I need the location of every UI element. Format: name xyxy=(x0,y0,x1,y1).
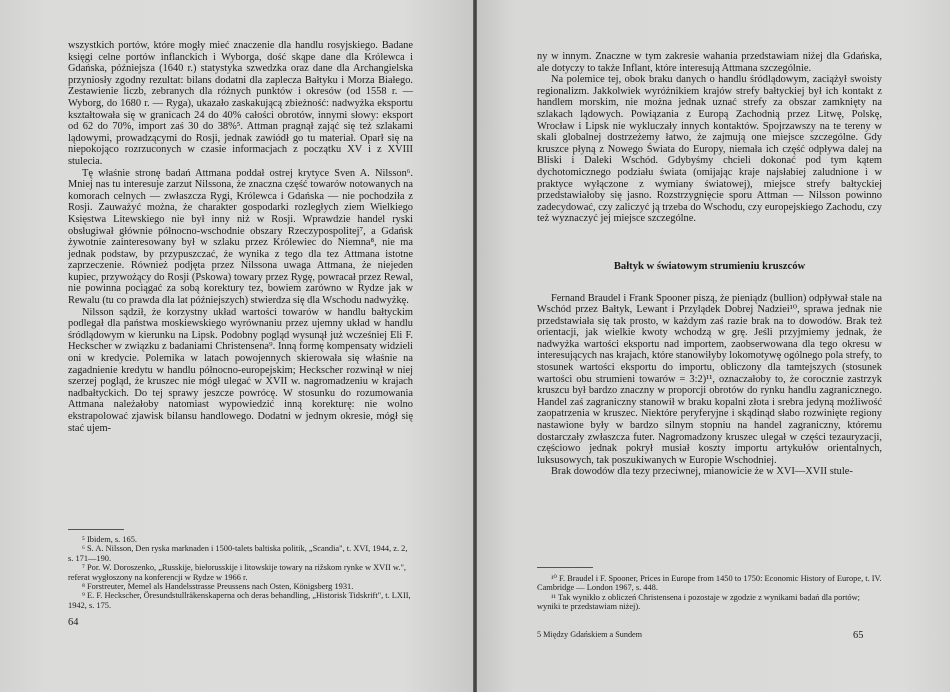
paragraph: ny w innym. Znaczne w tym zakresie wahania przedstawiam niżej dla Gdańska, ale dotyczy to także Inflant, które interesują Attmana szczególnie. xyxy=(537,51,882,74)
footnote: ¹⁰ F. Braudel i F. Spooner, Prices in Europe from 1450 to 1750: Economic History of Europe, t. IV. Cambridge — London 1967, s. 448. xyxy=(537,574,882,593)
page-number: 65 xyxy=(853,630,864,641)
footnote: ¹¹ Tak wynikło z obliczeń Christensena i pozostaje w zgodzie z wynikami badań dla portów; wyniki te przedstawiam niżej). xyxy=(537,592,860,612)
paragraph: Fernand Braudel i Frank Spooner piszą, że pieniądz (bullion) odpływał stale na Wschód przez Bałtyk, Lewant i Przylądek Dobrej Nadziei¹⁰, sprawa jednak nie przedstawiała się tak prosto, w każdym zaś razie brak na to dowodów. Brak też orientacji, jak wielkie kwoty wchodzą w grę. Jeśli przyjmiemy jednak, że nadwyżka wartości eksportu nad importem, zaobserwowana dla tego okresu w interesujących nas krajach, które stanowiłyby lokomotywę ogólnego pola strefy, to stosunek wartości eksportu do importu, obliczony dla tamtejszych (stosunek wartości obu strumieni towarów = 3:2)¹¹, oznaczałoby to, że corocznie zastrzyk kruszcu był bardzo znaczny w proporcji obrotów do rynku handlu zagranicznego. Handel zaś zagraniczny stanowił w braku kopalni złota i srebra jedyną możliwość zaopatrzenia w kruszec. Niektóre peryferyjne i skądinąd słabo rozwinięte regiony nastawione były w bardzo silnym stopniu na handel zagraniczny, któremu dostarczały zwłaszcza futer. Nagromadzony kruszec ulegał w części tezauryzacji, częściowo jednak pokrył musiał koszty importu artykułów orientalnych, luksusowych, tak poszukiwanych w Europie Wschodniej. xyxy=(537,292,882,466)
left-page xyxy=(0,0,473,692)
paragraph: Na polemice tej, obok braku danych o handlu śródlądowym, zaciążył swoisty regionalizm. Jakkolwiek wyróżnikiem krajów strefy bałtyckiej był ich kontakt z handlem morskim, nie można jednak uznać strefy za obszar zamknięty na szlakach lądowych. Powiązania z Europą Zachodnią przez Litwę, Polskę, Wrocław i Lipsk nie wykluczały innych kontaktów. Spojrzawszy na te tereny w skali globalnej dostrzeżemy łatwo, że zajmują one miejsce szczególne. Gdy kruszce płyną z Nowego Świata do Europy, niemała ich część odpływa dalej na Bliski i Daleki Wschód. Gdybyśmy chcieli dokonać pod tym kątem dychotomicznego podziału świata (omijając kraje najsłabiej zaludnione i w praktyce wyłączone z wymiany światowej), miejsce strefy bałtyckiej przedstawiałoby się jasno. Rozstrzygnięcie sporu Attman — Nilsson powinno zadecydować, czy zaliczyć ją trzeba do Wschodu, czy europejskiego Zachodu, czy też wyznaczyć jej miejsce szczególne. xyxy=(537,74,882,225)
footnote: ⁵ Ibidem, s. 165. xyxy=(82,535,138,544)
paragraph: Brak dowodów dla tezy przeciwnej, mianowicie że w XVI—XVII stule- xyxy=(551,466,853,478)
left-body-text xyxy=(68,40,413,434)
footnote: ⁷ Por. W. Doroszenko, „Russkije, biełorusskije i litowskije towary na rižskom rynke w XVII w.", referat wygłoszony na konferencji w Rydze w 1966 r. xyxy=(68,563,407,582)
page-number: 64 xyxy=(68,617,79,628)
right-page xyxy=(477,0,950,692)
left-footnotes xyxy=(68,535,413,610)
paragraph: wszystkich portów, które mogły mieć znaczenie dla handlu rosyjskiego. Badane księgi celne portów inflanckich i Wyborga, dość skąpe dane dla Królewca i Gdańska, późniejsza (1640 r.) statystyka szwedzka oraz dane dla Archangielska przyniosły zgodny rezultat: bilans dodatni dla zaplecza Bałtyku i Morza Białego. Zestawienie liczb, zebranych dla różnych punktów i okresów (od 1558 r. — Wyborg, do 1680 r. — Ryga), ukazało zaskakującą zbieżność: nadwyżka eksportu kształtowała się w granicach 24 do 40% całości obrotów, innymi słowy: eksport od 62 do 70%, import zaś 30 do 38%⁵. Attman pragnął zająć się też szlakami lądowymi, prowadzącymi do Rosji, jednak zawiódł go tu materiał. Oparł się na niepokojąco rozrzuconych w czasie informacjach z początku XV i z XVIII stulecia. xyxy=(68,40,413,167)
printer-signature: 5 Między Gdańskiem a Sundem xyxy=(537,630,643,639)
footnote: ⁶ S. A. Nilsson, Den ryska marknaden i 1500-talets baltiska politik, „Scandia", t. XVI, 1944, z. 2, s. 171—190. xyxy=(68,544,408,563)
footnote-rule xyxy=(537,567,593,568)
paragraph: Nilsson sądził, że korzystny układ wartości towarów w handlu bałtyckim podlegał dla państwa moskiewskiego wyrównaniu przez ujemny układ w handlu śródlądowym w kierunku na Lipsk. Podobny pogląd wysunął już wcześniej Eli F. Heckscher w związku z badaniami Christensena⁹. Inną formę kompensaty widzieli oni w kredycie. Polemika w latach powojennych skierowała się właśnie na zagadnienie kredytu w handlu północno-europejskim; Heckscher rozwinął w niej szerzej pogląd, że kruszec nie mógł ulegać w XVII w. nagromadzeniu w krajach nadbałtyckich. Do tej sprawy jeszcze powrócę. W stosunku do rozumowania Attmana należałoby natomiast wypowiedzić inną korekturę: nie wolno ekstrapolować zjawisk bilansu handlowego. Dodatni w jednym okresie, mógł się stać ujem- xyxy=(68,306,413,434)
right-footnotes xyxy=(537,574,882,612)
paragraph: Tę właśnie stronę badań Attmana poddał ostrej krytyce Sven A. Nilsson⁶. Mniej nas tu interesuje zarzut Nilssona, że znaczna część towarów notowanych na komorach celnych — zwłaszcza Rygi, Królewca i Gdańska — nie pochodziła z Rosji. Zauważyć można, że charakter gospodarki rozległych ziem Wielkiego Księstwa Litewskiego nie był inny niż w Rosji. Wprawdzie handel ryski obsługiwał głównie północno-wschodnie obszary Rzeczypospolitej⁷, a Gdańsk żywotnie zainteresowany był w szlaku przez Królewiec do Niemna⁸, nie ma jednak podstaw, by przypuszczać, że wynika z tego dla tez Attmana istotne zaprzeczenie. Również podjęta przez Nilssona uwaga Attmana, że niejeden kupiec, przywożący do Rosji (Pskowa) towary przez Rygę, powracał przez Rewal, nie powinna pociągać za sobą korektury tez, bowiem zarówno w Rydze jak w Rewalu (tu co prawda dla lat późniejszych) stwierdza się dla Wschodu nadwyżkę. xyxy=(68,167,413,307)
section-heading: Bałtyk w światowym strumieniu kruszców xyxy=(613,260,806,272)
footnote: ⁸ Forstreuter, Memel als Handelsstrasse Preussens nach Osten, Königsberg 1931. xyxy=(82,582,354,592)
footnote: ⁹ E. F. Heckscher, Öresundstullräkenskaperna och deras behandling, „Historisk Tidskrift", t. LXII, 1942, s. 175. xyxy=(68,591,411,610)
footnote-rule xyxy=(68,529,124,530)
right-body-text xyxy=(537,51,882,478)
